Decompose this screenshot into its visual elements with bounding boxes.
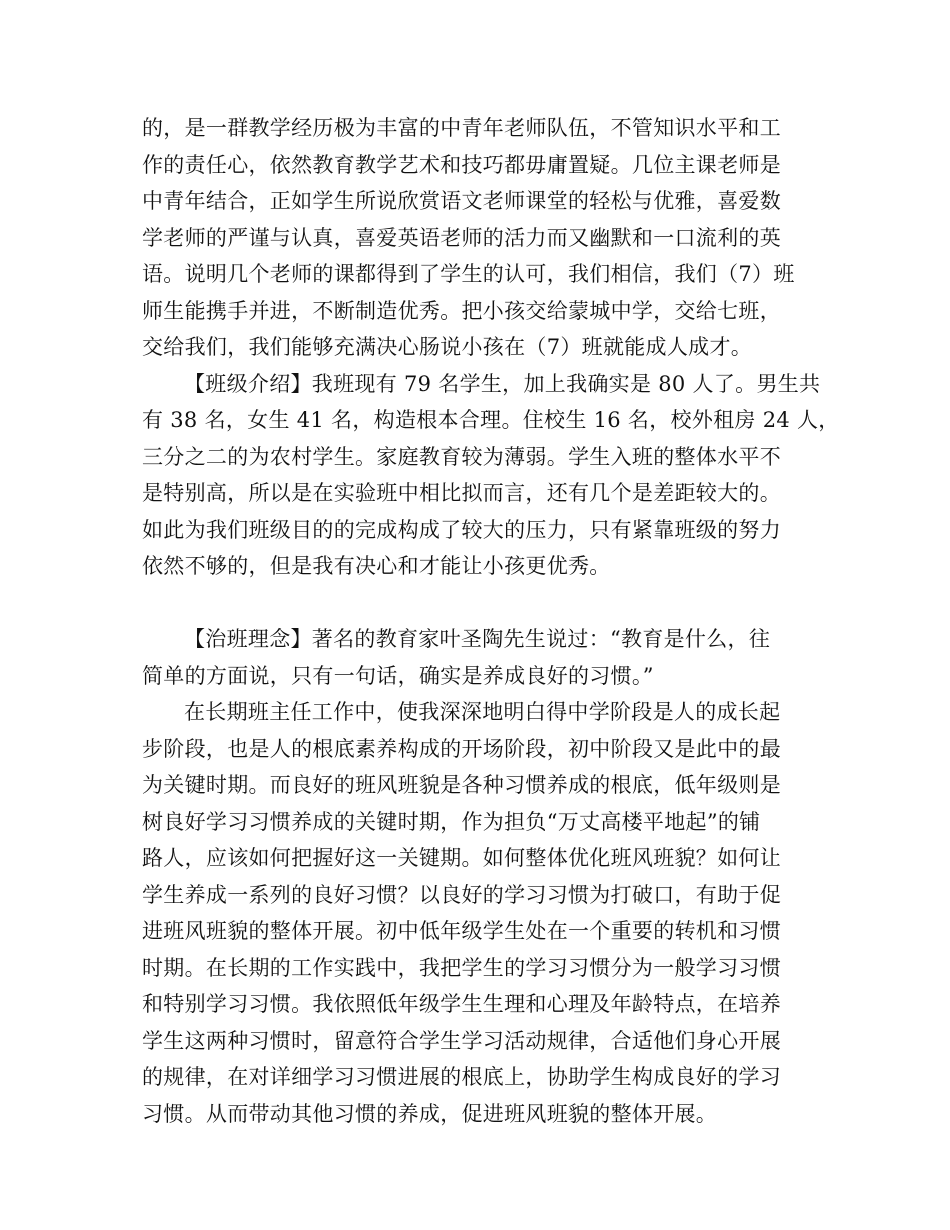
text-line: 有 38 名，女生 41 名，构造根本合理。住校生 16 名，校外租房 24 人， — [142, 408, 840, 432]
text-line: 路人，应该如何把握好这一关键期。如何整体优化班风班貌？如何让 — [142, 846, 781, 870]
text-line: 学生养成一系列的良好习惯？以良好的学习习惯为打破口，有助于促 — [142, 882, 781, 907]
text-line: 如此为我们班级目的的完成构成了较大的压力，只有紧靠班级的努力 — [142, 517, 781, 542]
text-line — [142, 585, 818, 622]
text-line: 是特别高，所以是在实验班中相比拟而言，还有几个是差距较大的。 — [142, 481, 781, 505]
text-line: 中青年结合，正如学生所说欣赏语文老师课堂的轻松与优雅，喜爱数 — [142, 189, 781, 213]
text-line: 时期。在长期的工作实践中，我把学生的学习习惯分为一般学习习惯 — [142, 955, 781, 980]
text-line: 依然不够的，但是我有决心和才能让小孩更优秀。 — [142, 554, 611, 578]
text-line: 和特别学习习惯。我依照低年级学生生理和心理及年龄特点，在培养 — [142, 992, 781, 1016]
text-line: 【班级介绍】我班现有 79 名学生，加上我确实是 80 人了。男生共 — [184, 371, 821, 396]
text-line: 步阶段，也是人的根底素养构成的开场阶段，初中阶段又是此中的最 — [142, 736, 781, 761]
text-line: 语。说明几个老师的课都得到了学生的认可，我们相信，我们（7）班 — [142, 262, 795, 286]
text-line: 的规律，在对详细学习习惯进展的根底上，协助学生构成良好的学习 — [142, 1065, 781, 1089]
text-line: 【治班理念】著名的教育家叶圣陶先生说过：“教育是什么，往 — [184, 627, 771, 651]
paragraph-class-intro — [142, 366, 840, 622]
text-line: 三分之二的为农村学生。家庭教育较为薄弱。学生入班的整体水平不 — [142, 444, 781, 469]
text-line: 学老师的严谨与认真，喜爱英语老师的活力而又幽默和一口流利的英 — [142, 225, 781, 250]
paragraph-habits — [142, 694, 818, 1132]
text-line: 树良好学习习惯养成的关键时期，作为担负“万丈高楼平地起”的铺 — [142, 809, 761, 834]
document-body — [142, 110, 840, 1132]
text-line: 简单的方面说，只有一句话，确实是养成良好的习惯。” — [142, 663, 654, 688]
text-line: 在长期班主任工作中，使我深深地明白得中学阶段是人的成长起 — [184, 700, 781, 724]
text-line: 交给我们，我们能够充满决心肠说小孩在（7）班就能成人成才。 — [142, 335, 753, 359]
text-line: 作的责任心，依然教育教学艺术和技巧都毋庸置疑。几位主课老师是 — [142, 152, 781, 177]
text-line: 进班风班貌的整体开展。初中低年级学生处在一个重要的转机和习惯 — [142, 919, 781, 943]
text-line: 学生这两种习惯时，留意符合学生学习活动规律，合适他们身心开展 — [142, 1028, 781, 1053]
paragraph-teachers — [142, 110, 818, 366]
text-line: 习惯。从而带动其他习惯的养成，促进班风班貌的整体开展。 — [142, 1101, 718, 1126]
text-line: 的，是一群教学经历极为丰富的中青年老师队伍，不管知识水平和工 — [142, 116, 781, 140]
text-line: 师生能携手并进，不断制造优秀。把小孩交给蒙城中学，交给七班， — [142, 298, 781, 323]
paragraph-philosophy — [142, 621, 818, 694]
text-line: 为关键时期。而良好的班风班貌是各种习惯养成的根底，低年级则是 — [142, 773, 781, 797]
